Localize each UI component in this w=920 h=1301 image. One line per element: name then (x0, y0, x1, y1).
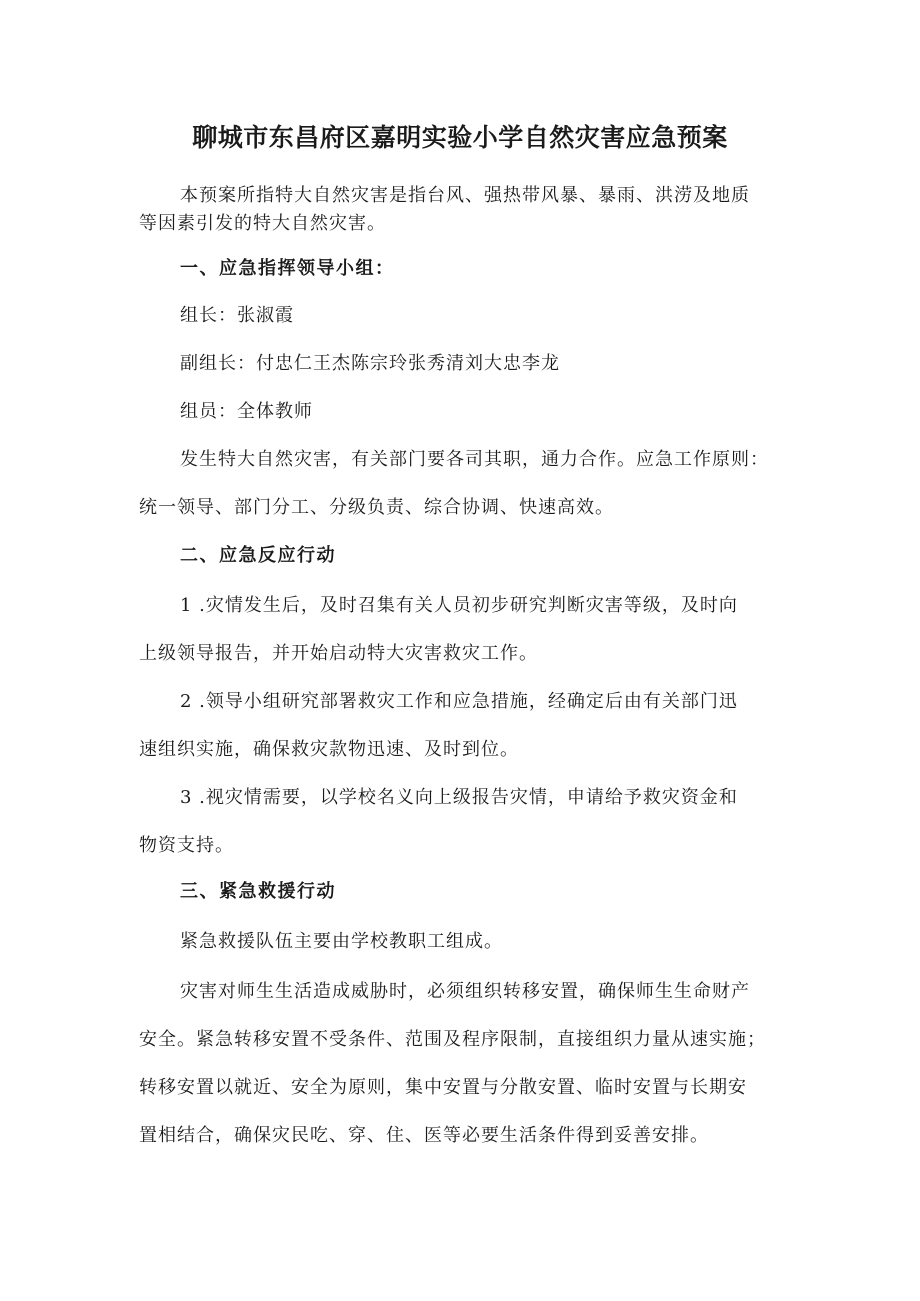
item-1-line-2: 上级领导报告，并开始启动特大灾害救灾工作。 (139, 643, 538, 664)
section-2-heading: 二、应急反应行动 (180, 545, 336, 566)
rescue-line-3: 转移安置以就近、安全为原则，集中安置与分散安置、临时安置与长期安 (139, 1077, 747, 1098)
item-1-line-1: 1 .灾情发生后，及时召集有关人员初步研究判断灾害等级，及时向 (180, 595, 738, 616)
item-3-line-2: 物资支持。 (139, 835, 234, 856)
rescue-line-2: 安全。紧急转移安置不受条件、范围及程序限制，直接组织力量从速实施； (139, 1029, 766, 1050)
principle-line-1: 发生特大自然灾害，有关部门要各司其职，通力合作。应急工作原则： (180, 449, 769, 470)
section-3-heading: 三、紧急救援行动 (180, 881, 336, 902)
item-2-line-1: 2 .领导小组研究部署救灾工作和应急措施，经确定后由有关部门迅 (180, 691, 738, 712)
item-3-line-1: 3 .视灾情需要，以学校名义向上级报告灾情，申请给予救灾资金和 (180, 787, 738, 808)
leader-line: 组长：张淑霞 (180, 305, 294, 326)
intro-line-2: 等因素引发的特大自然灾害。 (139, 213, 386, 234)
document-title: 聊城市东昌府区嘉明实验小学自然灾害应急预案 (192, 123, 728, 152)
members-line: 组员：全体教师 (180, 401, 313, 422)
section-1-heading: 一、应急指挥领导小组： (180, 258, 395, 279)
deputy-leader-line: 副组长：付忠仁王杰陈宗玲张秀清刘大忠李龙 (180, 353, 560, 374)
principle-line-2: 统一领导、部门分工、分级负责、综合协调、快速高效。 (139, 497, 614, 518)
rescue-line-4: 置相结合，确保灾民吃、穿、住、医等必要生活条件得到妥善安排。 (139, 1125, 709, 1146)
intro-line-1: 本预案所指特大自然灾害是指台风、强热带风暴、暴雨、洪涝及地质 (180, 185, 750, 206)
rescue-line-1: 灾害对师生生活造成威胁时，必须组织转移安置，确保师生生命财产 (180, 981, 750, 1002)
rescue-team-line: 紧急救援队伍主要由学校教职工组成。 (180, 931, 503, 952)
item-2-line-2: 速组织实施，确保救灾款物迅速、及时到位。 (139, 739, 519, 760)
